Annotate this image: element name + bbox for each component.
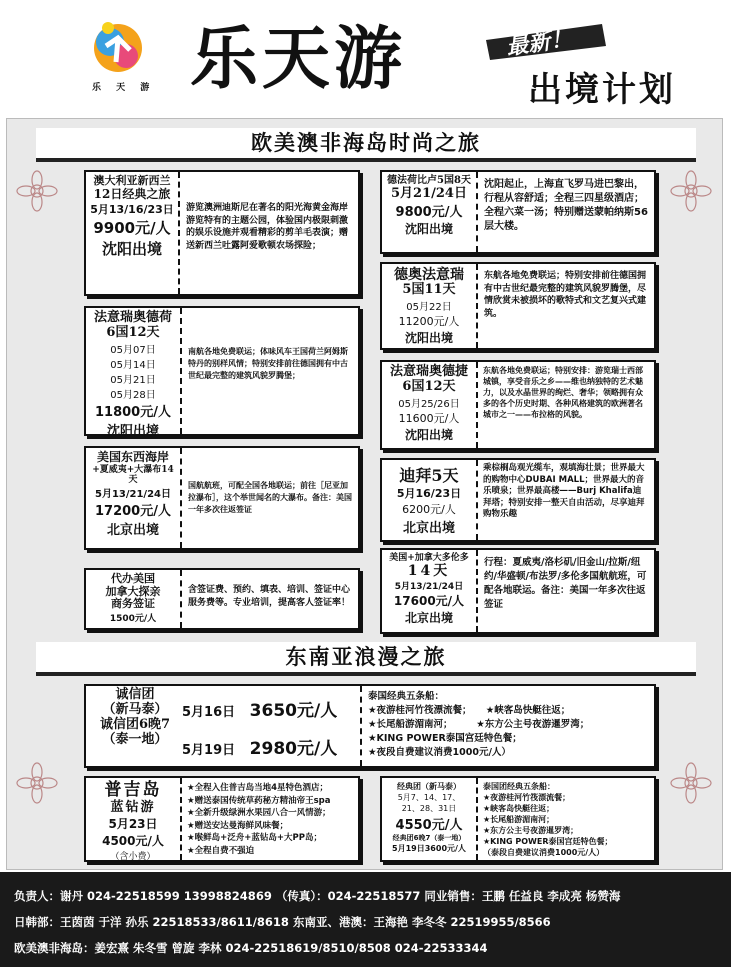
card-description: 南航各地免费联运；体味风车王国荷兰阿姆斯特丹的别样风情；特别安排前往德国拥有中古世纪最完整的建筑风貌罗腾堡； (188, 347, 348, 380)
card-dates: 5月13/21/24日 (394, 582, 464, 593)
flower-decoration-icon (14, 168, 60, 214)
card-sincere-tour[interactable] (84, 684, 656, 768)
card-departure: 北京出境 (402, 521, 455, 537)
card-price: 4500元/人 (102, 834, 164, 849)
card-date: 5月19日 (182, 743, 236, 758)
card-price: 9900元/人 (93, 219, 171, 238)
card-title: 法意瑞奥德荷 (93, 310, 172, 325)
card-price: 11800元/人 (95, 404, 171, 420)
flower-decoration-icon (668, 760, 714, 806)
card-price: 11600元/人 (398, 411, 460, 425)
card-title: 普吉岛 (104, 780, 162, 800)
card-days: 14天 (407, 563, 451, 580)
card-visa-service[interactable] (84, 568, 360, 630)
card-dates: 5月13/16/23日 (90, 203, 174, 217)
card-note: （含小费） (110, 852, 156, 863)
card-title: 德奥法意瑞 (394, 267, 464, 283)
card-date: 05月21日 (110, 374, 156, 386)
card-title: 迪拜5天 (399, 466, 459, 485)
card-line: （泰段自费建议消费1000元/人） (483, 848, 605, 857)
card-line: 代办美国 (111, 572, 155, 585)
card-line: （新马泰） (102, 701, 168, 717)
card-price: 1500元/人 (109, 613, 157, 624)
card-line: ★峡客岛快艇往返； (483, 804, 555, 813)
brand-title: 乐天游 (190, 19, 407, 99)
card-line: （泰一地） (102, 731, 168, 747)
card-price: 17200元/人 (95, 504, 171, 520)
logo-icon (88, 16, 148, 76)
card-date: 05月22日 (406, 302, 452, 314)
card-description: 沈阳起止，上海直飞罗马进巴黎出，行程从容舒适；全程三四星级酒店；全程六菜一汤；特别赠送蒙帕纳斯56层大楼。 (484, 179, 648, 232)
logo-caption: 乐 天 游 (92, 83, 156, 93)
card-date: 05月28日 (110, 389, 156, 401)
card-phuket[interactable] (84, 776, 360, 862)
card-line: 泰国经典五条船： (368, 691, 445, 702)
card-days: 5国11天 (402, 282, 456, 298)
card-title: 美国东西海岸 (96, 450, 169, 464)
flower-decoration-icon (14, 760, 60, 806)
card-days: 12日经典之旅 (93, 186, 171, 201)
card-france-czech[interactable] (380, 360, 656, 450)
card-title: 美国+加拿大多伦多 (389, 553, 469, 563)
card-dates: 5月16/23日 (396, 487, 462, 501)
card-title: 德法荷比卢5国8天 (387, 175, 471, 186)
card-usa-canada[interactable] (380, 548, 656, 634)
card-days: 6国12天 (106, 324, 160, 340)
card-date: 5月16日 (182, 705, 236, 720)
card-line: 5月7、14、17、 (397, 793, 461, 802)
card-line: 诚信团 (115, 687, 155, 702)
card-line: ★全新升级绿洲水果园八合一风情游； (187, 808, 331, 818)
card-line: ★KING POWER泰国宫廷特色餐； (483, 837, 613, 846)
card-description: 游览澳洲迪斯尼在著名的阳光海黄金海岸游览特有的主题公园，体验国内极限刺激的娱乐设施并观看精彩的剪羊毛表演；赠送新西兰吐露阿爱歌顿农场探险； (186, 203, 349, 251)
card-line: 经典团（新马泰） (397, 782, 461, 791)
card-line: ★长尾船游湄南河； ★东方公主号夜游暹罗湾； (368, 719, 590, 730)
card-days: 6国12天 (402, 378, 456, 394)
card-date: 05月07日 (110, 344, 156, 356)
card-line: ★夜段自费建议消费1000元/人） (368, 747, 511, 758)
section-title-southeast-asia: 东南亚浪漫之旅 (36, 642, 696, 672)
card-date: 5月23日 (108, 817, 158, 832)
card-line: 5月19日3600元/人 (392, 844, 466, 853)
card-line: ★夜游桂河竹筏漂流餐； ★峡客岛快艇往返； (368, 705, 571, 716)
footer-line: 欧美澳非海岛：姜宏熹 朱冬雪 曾旋 李林 024-22518619/8510/8508 024-22533344 (14, 941, 488, 955)
card-line: 21、28、31日 (401, 804, 457, 813)
card-departure: 沈阳出境 (101, 240, 162, 259)
card-line: ★KING POWER泰国宫廷特色餐； (368, 733, 522, 744)
card-line: ★全程入住普吉岛当地4星特色酒店； (187, 783, 329, 793)
section-title-euro: 欧美澳非海岛时尚之旅 (36, 128, 696, 158)
card-dates: 5月13/21/24日 (94, 489, 171, 501)
card-description: 乘棕榈岛观光缆车，观填海壮景；世界最大的购物中心DUBAI MALL；世界最大的音乐喷泉；世界最高楼——Burj Khalifa迪拜塔；特别安排一整天自由活动，尽享迪拜购物乐趣 (483, 463, 645, 519)
card-title: 澳大利亚新西兰 (93, 174, 171, 187)
card-date: 05月14日 (110, 359, 156, 371)
card-price: 6200元/人 (402, 503, 456, 517)
card-price: 17600元/人 (393, 594, 465, 609)
flower-decoration-icon (668, 168, 714, 214)
card-dubai[interactable] (380, 458, 656, 542)
card-departure: 北京出境 (404, 611, 453, 626)
card-price: 2980元/人 (249, 739, 338, 759)
card-dates: 5月21/24日 (391, 185, 467, 201)
card-line: ★东方公主号夜游暹罗湾； (483, 826, 579, 835)
card-line: ★赠送安达曼海鲜风味餐； (187, 820, 289, 831)
card-departure: 沈阳出境 (404, 222, 453, 237)
card-price: 4550元/人 (395, 818, 463, 833)
card-subtitle: 蓝钻游 (110, 799, 156, 815)
card-germany-austria[interactable] (380, 262, 656, 350)
card-usa-coasts[interactable] (84, 446, 360, 550)
section-divider (36, 672, 696, 676)
card-description: 东航各地免费联运；特别安排前往德国拥有中古世纪最完整的建筑风貌罗腾堡，尽情欣赏未被损坏的歌特式和文艺复兴式建筑。 (484, 271, 647, 319)
card-description: 国航航班，可配全国各地联运；前往［尼亚加拉瀑布］，这个举世闻名的大瀑布。备注：美国一年多次往返签证 (188, 481, 352, 514)
card-departure: 沈阳出境 (404, 427, 453, 442)
card-dates: 05月25/26日 (398, 398, 460, 410)
footer-line: 日韩部：王茵茵 于洋 孙乐 22518533/8611/8618 东南亚、港澳：王海艳 李冬冬 22519955/8566 (14, 915, 551, 929)
card-departure: 沈阳出境 (106, 423, 159, 439)
card-price: 3650元/人 (249, 701, 338, 721)
footer-line: 负责人：谢丹 024-22518599 13998824869 （传真）：024-22518577 同业销售：王鹏 任益良 李成亮 杨赞海 (14, 889, 621, 903)
card-line: ★夜游桂河竹筏漂流餐； (483, 793, 571, 802)
card-line: ★喉鲜岛+泛舟+蓝钻岛+大PP岛； (187, 833, 322, 843)
card-line: 泰国团经典五条船： (483, 782, 555, 791)
card-line: 经典团6晚7（泰一地） (392, 834, 466, 842)
card-price: 11200元/人 (398, 315, 460, 329)
card-australia[interactable] (84, 170, 360, 296)
card-line: 诚信团6晚7 (99, 716, 171, 732)
card-line: ★长尾船游湄南河； (483, 815, 555, 824)
card-line: 加拿大探亲 (105, 584, 161, 598)
card-departure: 沈阳出境 (404, 331, 453, 346)
card-line: 商务签证 (111, 597, 155, 611)
card-description: 含签证费、预约、填表、培训、签证中心服务费等。专业培训，提高客人签证率！ (188, 585, 351, 608)
card-line: ★赠送泰国传统草药秘方精油帝王spa (187, 795, 331, 806)
card-departure: 北京出境 (106, 523, 159, 539)
card-title: 法意瑞奥德捷 (389, 364, 468, 379)
card-classic-tour[interactable] (380, 776, 656, 862)
card-price: 9800元/人 (395, 205, 463, 221)
card-description: 行程：夏威夷/洛杉矶/旧金山/拉斯/纽约/华盛顿/布法罗/多伦多国航航班，可配各地联运。备注：美国一年多次往返签证 (484, 557, 647, 610)
page-subtitle: 出境计划 (528, 70, 676, 110)
section-divider (36, 158, 696, 162)
card-line: ★全程自费不强迫 (187, 845, 255, 856)
card-description: 东航各地免费联运；特别安排：游览瑞士西部城镇，享受音乐之乡——维也纳独特的艺术魅力，以及水晶世界的绚烂、奢华；领略拥有众多的各个历史时期、各种风格建筑的欧洲著名城市之一——布拉格的风貌。 (483, 366, 643, 419)
footer-contacts (0, 872, 731, 967)
card-benelux[interactable] (380, 170, 656, 254)
new-badge-text: 最新！ (504, 26, 574, 61)
card-subtitle: +夏威夷+大瀑布14天 (92, 464, 174, 486)
card-france-italy[interactable] (84, 306, 360, 439)
